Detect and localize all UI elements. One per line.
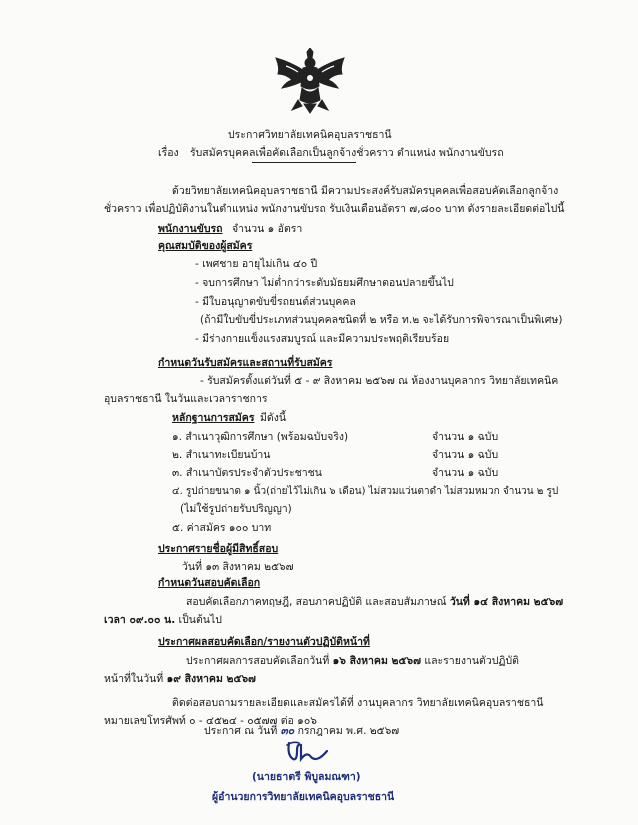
- evidence-item: ๓. สำเนาบัตรประจำตัวประชาชน: [172, 467, 322, 479]
- evidence-item-qty: จำนวน ๑ ฉบับ: [432, 449, 499, 461]
- results-heading: ประกาศผลสอบคัดเลือก/รายงานตัวปฏิบัติหน้าที่: [158, 636, 370, 648]
- evidence-item-photo-note: (ไม่ใช้รูปถ่ายรับปริญญา): [180, 503, 292, 515]
- exam-heading: กำหนดวันสอบคัดเลือก: [158, 577, 261, 589]
- qualification-item: - เพศชาย อายุไม่เกิน ๔๐ ปี: [195, 258, 318, 270]
- contact-line-1: ติดต่อสอบถามรายละเอียดและสมัครได้ที่ งานบุคลากร วิทยาลัยเทคนิคอุบลราชธานี: [172, 697, 544, 709]
- garuda-emblem-icon: [272, 48, 348, 114]
- qualification-item: - จบการศึกษา ไม่ต่ำกว่าระดับมัธยมศึกษาตอนปลายขึ้นไป: [195, 277, 454, 289]
- evidence-item-qty: จำนวน ๑ ฉบับ: [432, 467, 499, 479]
- exam-line-2: [104, 613, 222, 627]
- application-line-2: อุบลราชธานี ในวันและเวลาราชการ: [104, 393, 268, 405]
- results-line-1: [186, 654, 519, 668]
- results-line-2: [104, 672, 256, 686]
- announcement-org-line: ประกาศวิทยาลัยเทคนิคอุบลราชธานี: [228, 129, 392, 141]
- results-line-1-text: ประกาศผลการสอบคัดเลือกวันที่: [186, 655, 330, 667]
- qualification-note: (ถ้ามีใบขับขี่ประเภทส่วนบุคคลชนิดที่ ๒ หรือ ท.๒ จะได้รับการพิจารณาเป็นพิเศษ): [200, 314, 563, 326]
- announce-day: ๓๐: [280, 725, 295, 737]
- intro-line-2: ชั่วคราว เพื่อปฏิบัติงานในตำแหน่ง พนักงานขับรถ รับเงินเดือนอัตรา ๗,๘๐๐ บาท ดังรายละเอียดต่อไปนี้: [104, 203, 565, 215]
- exam-line-1: [186, 595, 563, 609]
- evidence-item: ๑. สำเนาวุฒิการศึกษา (พร้อมฉบับจริง): [172, 431, 349, 443]
- signature-mark: [283, 737, 331, 765]
- application-line-1: - รับสมัครตั้งแต่วันที่ ๕ - ๙ สิงหาคม ๒๕๖๗ ณ ห้องงานบุคลากร วิทยาลัยเทคนิค: [200, 375, 559, 387]
- evidence-heading-suffix: มีดังนี้: [260, 412, 287, 424]
- report-date: ๑๙ สิงหาคม ๒๕๖๗: [166, 673, 256, 685]
- evidence-item-fee: ๕. ค่าสมัคร ๑๐๐ บาท: [172, 522, 272, 534]
- signer-title: ผู้อำนวยการวิทยาลัยเทคนิคอุบลราชธานี: [212, 791, 395, 803]
- announce-date-prefix: ประกาศ ณ วันที่: [204, 725, 278, 737]
- evidence-item-qty: จำนวน ๑ ฉบับ: [432, 431, 499, 443]
- results-line-2-text: หน้าที่ในวันที่: [104, 673, 164, 685]
- contact-line-2: หมายเลขโทรศัพท์ ๐ - ๔๕๒๔ - ๐๕๗๗ ต่อ ๑๐๖: [104, 715, 317, 727]
- list-announce-heading: ประกาศรายชื่อผู้มีสิทธิ์สอบ: [158, 543, 279, 555]
- list-announce-date: วันที่ ๑๓ สิงหาคม ๒๕๖๗: [182, 561, 294, 573]
- evidence-item: ๒. สำเนาทะเบียนบ้าน: [172, 449, 271, 461]
- intro-line-1: ด้วยวิทยาลัยเทคนิคอุบลราชธานี มีความประสงค์รับสมัครบุคคลเพื่อสอบคัดเลือกลูกจ้าง: [172, 185, 559, 197]
- exam-time: เวลา ๐๙.๐๐ น.: [104, 614, 176, 626]
- qualification-item: - มีใบอนุญาตขับขี่รถยนต์ส่วนบุคคล: [195, 296, 356, 308]
- exam-line-1-text: สอบคัดเลือกภาคทฤษฎี, สอบภาคปฏิบัติ และสอบสัมภาษณ์: [186, 596, 447, 608]
- announce-date-suffix: กรกฎาคม พ.ศ. ๒๕๖๗: [297, 725, 400, 737]
- results-date: ๑๖ สิงหาคม ๒๕๖๗: [332, 655, 421, 667]
- announce-date-line: [204, 724, 399, 738]
- signer-name: (นายธาตรี พิบูลมณฑา): [252, 771, 361, 783]
- header-divider: [252, 162, 356, 163]
- qualification-item: - มีร่างกายแข็งแรงสมบูรณ์ และมีความประพฤติเรียบร้อย: [195, 333, 450, 345]
- qualifications-heading: คุณสมบัติของผู้สมัคร: [158, 240, 253, 252]
- exam-time-suffix: เป็นต้นไป: [178, 614, 222, 626]
- evidence-heading: หลักฐานการสมัคร: [172, 412, 255, 424]
- results-line-1-suffix: และรายงานตัวปฏิบัติ: [424, 655, 519, 667]
- position-count: จำนวน ๑ อัตรา: [232, 223, 303, 235]
- application-heading: กำหนดวันรับสมัครและสถานที่รับสมัคร: [158, 357, 333, 369]
- subject-text: รับสมัครบุคคลเพื่อคัดเลือกเป็นลูกจ้างชั่วคราว ตำแหน่ง พนักงานขับรถ: [190, 147, 504, 159]
- subject-label: เรื่อง: [158, 147, 179, 159]
- position-title: พนักงานขับรถ: [158, 223, 223, 235]
- exam-date: วันที่ ๑๔ สิงหาคม ๒๕๖๗: [449, 596, 564, 608]
- evidence-item-photo: ๔. รูปถ่ายขนาด ๑ นิ้ว(ถ่ายไว้ไม่เกิน ๖ เดือน) ไม่สวมแว่นตาดำ ไม่สวมหมวก จำนวน ๒ รูป: [172, 486, 559, 497]
